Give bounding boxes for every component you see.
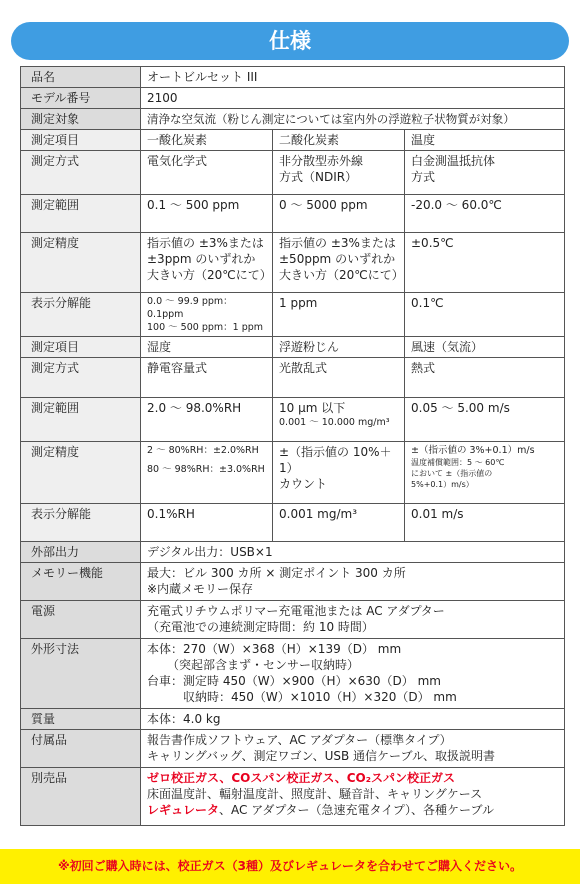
table-row <box>21 67 565 88</box>
table-row <box>21 709 565 730</box>
regulator-label: レギュレータ <box>147 803 220 817</box>
row-value <box>141 639 565 709</box>
cell-line: 0.0 〜 99.9 ppm：0.1ppm <box>147 296 233 320</box>
cell-line: 電気化学式 <box>147 154 208 168</box>
cell-line: 充電式リチウムポリマー充電電池または AC アダプター <box>147 604 445 618</box>
row-value <box>141 730 565 768</box>
cell-line: ※内蔵メモリー保存 <box>147 582 254 596</box>
cell-line: ±（指示値の 10%＋1） <box>279 445 392 475</box>
cell: 温度 <box>405 130 565 151</box>
row-label: 測定範囲 <box>21 195 141 233</box>
cell <box>141 233 273 293</box>
table-row <box>21 442 565 504</box>
cell-line: 報告書作成ソフトウェア、AC アダプター（標準タイプ） <box>147 733 452 747</box>
page-title: 仕様 <box>11 22 569 60</box>
table-row <box>21 88 565 109</box>
cell <box>141 442 273 504</box>
cell-line <box>147 802 558 818</box>
table-row <box>21 504 565 542</box>
cell-line: カウント <box>279 477 328 491</box>
cell-line: キャリングバッグ、測定ワゴン、USB 通信ケーブル、取扱説明書 <box>147 749 496 763</box>
table-row <box>21 768 565 826</box>
cell: 2.0 〜 98.0%RH <box>141 398 273 442</box>
row-label: 外形寸法 <box>21 639 141 709</box>
table-row <box>21 151 565 195</box>
cell <box>405 442 565 504</box>
table-row <box>21 563 565 601</box>
calibration-gas-line: ゼロ校正ガス、COスパン校正ガス、CO₂スパン校正ガス <box>147 771 455 785</box>
cell-line: ±0.5℃ <box>411 236 454 250</box>
table-row <box>21 358 565 398</box>
row-value: 清浄な空気流（粉じん測定については室内外の浮遊粒子状物質が対象） <box>141 109 565 130</box>
table-row <box>21 542 565 563</box>
row-label: 測定精度 <box>21 442 141 504</box>
cell: 0.1%RH <box>141 504 273 542</box>
cell-line: 0.001 〜 10.000 mg/m³ <box>279 417 390 428</box>
row-label: 付属品 <box>21 730 141 768</box>
cell <box>273 398 405 442</box>
cell-line: 10 μm 以下 <box>279 401 346 415</box>
cell: 0.01 m/s <box>405 504 565 542</box>
row-value <box>141 601 565 639</box>
cell: 0.1 〜 500 ppm <box>141 195 273 233</box>
cell-line: 台車：測定時 450（W）×900（H）×630（D） mm <box>147 674 441 688</box>
cell: 0 〜 5000 ppm <box>273 195 405 233</box>
row-label: 測定方式 <box>21 358 141 398</box>
row-label: 別売品 <box>21 768 141 826</box>
cell-line: 大きい方（20℃にて） <box>147 268 272 282</box>
cell: 光散乱式 <box>273 358 405 398</box>
row-label: 表示分解能 <box>21 293 141 337</box>
row-value: オートビルセット III <box>141 67 565 88</box>
row-value: 本体：4.0 kg <box>141 709 565 730</box>
cell-line: （突起部含まず・センサー収納時） <box>167 658 360 672</box>
cell <box>405 233 565 293</box>
row-label: 外部出力 <box>21 542 141 563</box>
row-label: モデル番号 <box>21 88 141 109</box>
purchase-notice-banner: ※初回ご購入時には、校正ガス（3種）及びレギュレータを合わせてご購入ください。 <box>0 849 580 884</box>
cell-line: 80 〜 98%RH：±3.0%RH <box>147 464 265 475</box>
row-label: 測定精度 <box>21 233 141 293</box>
cell-line: 100 〜 500 ppm：1 ppm <box>147 322 264 333</box>
cell-line: 方式 <box>411 170 436 184</box>
table-row <box>21 233 565 293</box>
cell <box>141 151 273 195</box>
table-row <box>21 195 565 233</box>
cell: 熱式 <box>405 358 565 398</box>
row-label: メモリー機能 <box>21 563 141 601</box>
cell: 風速（気流） <box>405 337 565 358</box>
cell-line: 最大：ビル 300 カ所 × 測定ポイント 300 カ所 <box>147 566 406 580</box>
row-label: 質量 <box>21 709 141 730</box>
cell-line: 床面温度計、輻射温度計、照度計、騒音計、キャリングケース <box>147 787 483 801</box>
row-label: 品名 <box>21 67 141 88</box>
table-row <box>21 293 565 337</box>
cell-line: 非分散型赤外線 <box>279 154 364 168</box>
cell-line: 本体：270（W）×368（H）×139（D） mm <box>147 642 402 656</box>
cell: 一酸化炭素 <box>141 130 273 151</box>
cell-line: 指示値の ±3%または <box>147 236 264 250</box>
row-label: 電源 <box>21 601 141 639</box>
cell-line: 方式（NDIR） <box>279 170 358 184</box>
cell-line: において ±（指示値の <box>411 469 493 478</box>
cell: 湿度 <box>141 337 273 358</box>
row-label: 測定対象 <box>21 109 141 130</box>
cell-line: 大きい方（20℃にて） <box>279 268 404 282</box>
cell: 0.05 〜 5.00 m/s <box>405 398 565 442</box>
row-label: 測定項目 <box>21 337 141 358</box>
cell-line: 2 〜 80%RH：±2.0%RH <box>147 445 259 456</box>
row-label: 測定範囲 <box>21 398 141 442</box>
table-row <box>21 601 565 639</box>
table-row <box>21 337 565 358</box>
cell-line: 収納時：450（W）×1010（H）×320（D） mm <box>183 690 457 704</box>
row-value <box>141 563 565 601</box>
cell-line: ±50ppm のいずれか <box>279 252 396 266</box>
cell-line: （充電池での連続測定時間：約 10 時間） <box>147 620 374 634</box>
cell <box>273 151 405 195</box>
row-value <box>141 768 565 826</box>
cell: 0.001 mg/m³ <box>273 504 405 542</box>
cell <box>405 151 565 195</box>
cell-line: 5%+0.1）m/s） <box>411 480 474 489</box>
cell <box>141 293 273 337</box>
cell: 静電容量式 <box>141 358 273 398</box>
row-value: 2100 <box>141 88 565 109</box>
table-row <box>21 109 565 130</box>
table-row <box>21 130 565 151</box>
table-row <box>21 398 565 442</box>
table-row <box>21 639 565 709</box>
table-row <box>21 730 565 768</box>
cell-line: 白金測温抵抗体 <box>411 154 496 168</box>
cell: 0.1℃ <box>405 293 565 337</box>
cell: 1 ppm <box>273 293 405 337</box>
options-rest: 、AC アダプター（急速充電タイプ）、各種ケーブル <box>219 803 494 817</box>
cell-line: ±（指示値の 3%+0.1）m/s <box>411 445 535 456</box>
cell-line: ±3ppm のいずれか <box>147 252 256 266</box>
row-label: 測定項目 <box>21 130 141 151</box>
row-label: 表示分解能 <box>21 504 141 542</box>
cell <box>273 442 405 504</box>
row-value: デジタル出力：USB×1 <box>141 542 565 563</box>
cell-line: 指示値の ±3%または <box>279 236 396 250</box>
spec-table <box>20 66 565 826</box>
cell: 浮遊粉じん <box>273 337 405 358</box>
cell: 二酸化炭素 <box>273 130 405 151</box>
cell: -20.0 〜 60.0℃ <box>405 195 565 233</box>
cell <box>273 233 405 293</box>
cell-line: 温度補償範囲：5 〜 60℃ <box>411 458 505 467</box>
row-label: 測定方式 <box>21 151 141 195</box>
